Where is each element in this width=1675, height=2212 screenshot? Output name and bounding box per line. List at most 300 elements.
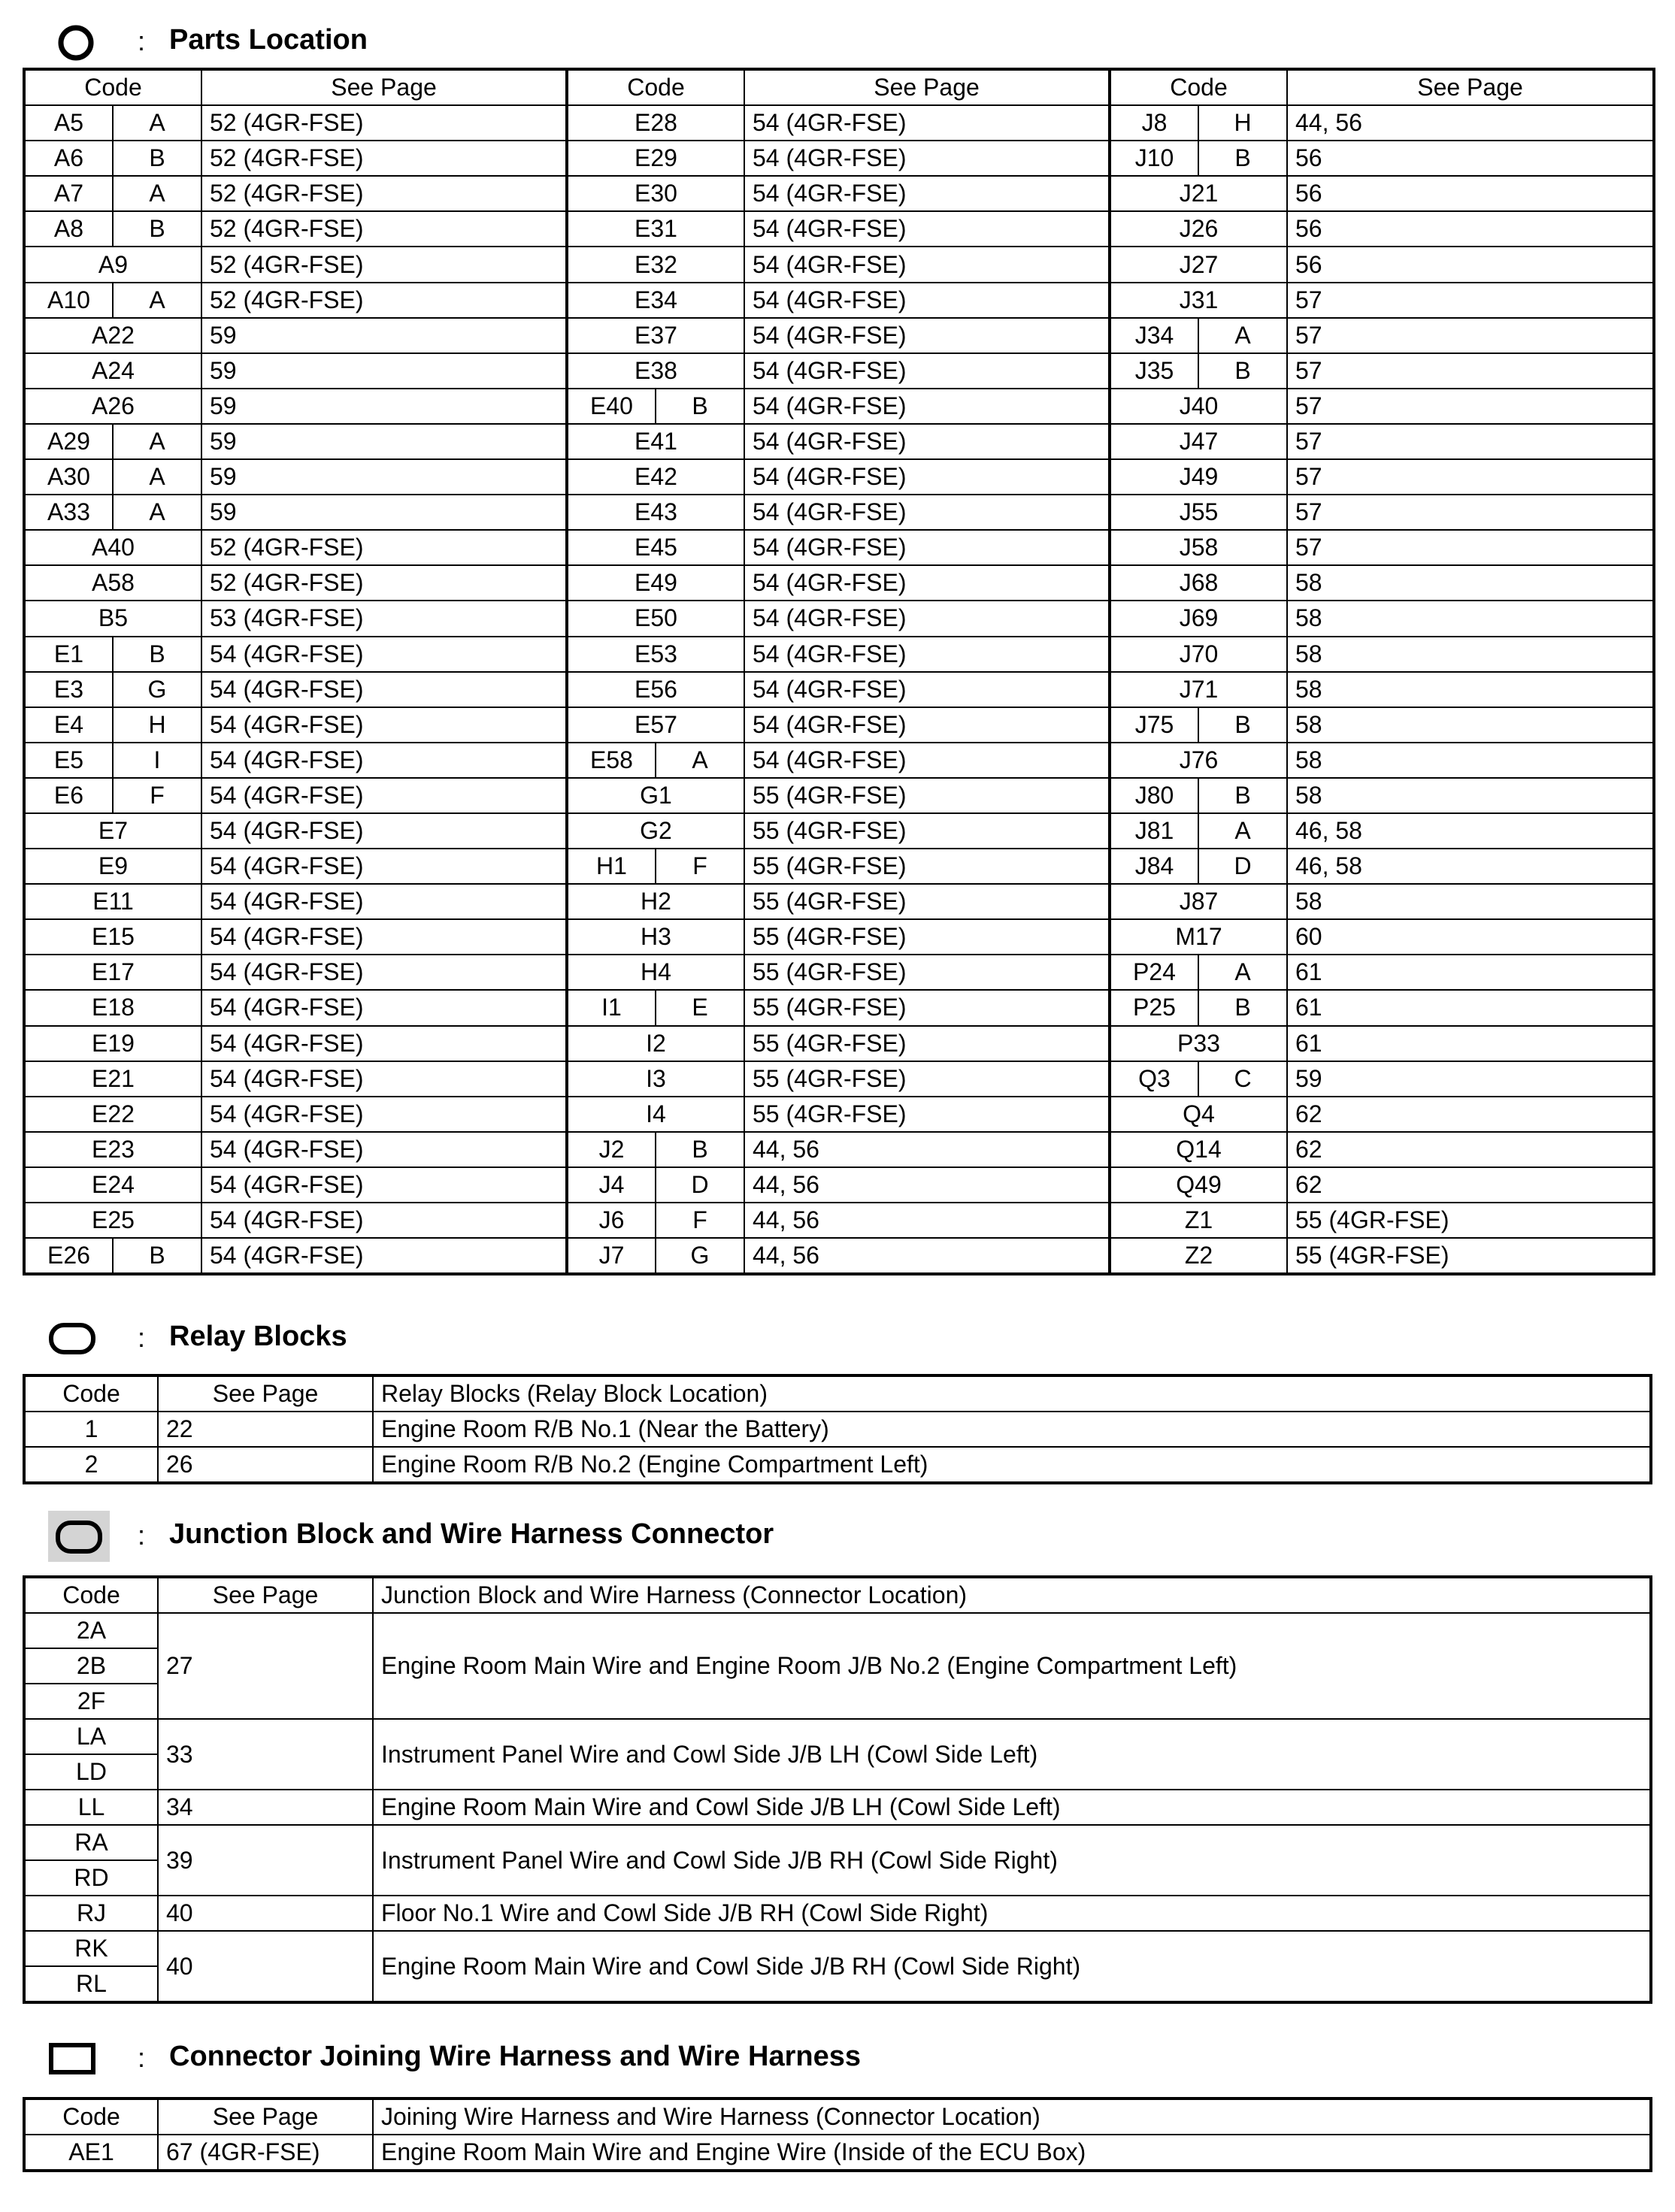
- code-cell: G2: [567, 813, 744, 849]
- connector-letter-cell: H: [1198, 105, 1287, 141]
- code-cell: E1: [24, 637, 113, 672]
- code-cell: E6: [24, 778, 113, 813]
- connector-letter-cell: B: [656, 389, 744, 424]
- page-cell: 58: [1287, 565, 1654, 601]
- col-header-location: Junction Block and Wire Harness (Connector Location): [373, 1577, 1651, 1613]
- code-cell: A33: [24, 495, 113, 530]
- code-cell: J69: [1110, 601, 1287, 636]
- connector-letter-cell: B: [656, 1132, 744, 1167]
- page-cell: 44, 56: [744, 1203, 1110, 1238]
- page-cell: 54 (4GR-FSE): [201, 1061, 567, 1097]
- rounded-rect-icon: [48, 1322, 96, 1355]
- code-cell: H4: [567, 955, 744, 990]
- code-cell: E15: [24, 919, 201, 955]
- page-cell: 44, 56: [1287, 105, 1654, 141]
- page-cell: 54 (4GR-FSE): [201, 1238, 567, 1274]
- page-cell: 55 (4GR-FSE): [744, 849, 1110, 884]
- page-cell: 54 (4GR-FSE): [744, 176, 1110, 211]
- page-cell: 54 (4GR-FSE): [744, 707, 1110, 743]
- code-cell: E37: [567, 318, 744, 353]
- code-cell: LA: [24, 1719, 158, 1754]
- code-cell: I2: [567, 1026, 744, 1061]
- code-cell: RD: [24, 1860, 158, 1896]
- table-row: [24, 565, 1654, 601]
- code-cell: J76: [1110, 743, 1287, 778]
- page-cell: 54 (4GR-FSE): [744, 105, 1110, 141]
- code-cell: J71: [1110, 672, 1287, 707]
- code-cell: J21: [1110, 176, 1287, 211]
- page-cell: 54 (4GR-FSE): [201, 813, 567, 849]
- table-row: [24, 424, 1654, 459]
- page-cell: 44, 56: [744, 1238, 1110, 1274]
- code-cell: E21: [24, 1061, 201, 1097]
- connector-letter-cell: A: [113, 176, 201, 211]
- section-title: Relay Blocks: [169, 1321, 347, 1352]
- table-row: [24, 849, 1654, 884]
- connector-letter-cell: A: [1198, 318, 1287, 353]
- page-cell: 44, 56: [744, 1167, 1110, 1203]
- code-cell: RJ: [24, 1896, 158, 1931]
- code-cell: J58: [1110, 530, 1287, 565]
- code-cell: RA: [24, 1825, 158, 1860]
- page-cell: 57: [1287, 389, 1654, 424]
- page-cell: 53 (4GR-FSE): [201, 601, 567, 636]
- code-cell: A26: [24, 389, 201, 424]
- connector-letter-cell: G: [656, 1238, 744, 1274]
- connector-letter-cell: A: [656, 743, 744, 778]
- parts-location-table: [23, 68, 1655, 1275]
- code-cell: J47: [1110, 424, 1287, 459]
- code-cell: J31: [1110, 283, 1287, 318]
- table-row: [24, 459, 1654, 495]
- table-row: [24, 1896, 1651, 1931]
- code-cell: E42: [567, 459, 744, 495]
- location-cell: Engine Room R/B No.1 (Near the Battery): [373, 1412, 1651, 1447]
- code-cell: E19: [24, 1026, 201, 1061]
- code-cell: E43: [567, 495, 744, 530]
- page-cell: 52 (4GR-FSE): [201, 530, 567, 565]
- page-cell: 57: [1287, 424, 1654, 459]
- code-cell: J70: [1110, 637, 1287, 672]
- code-cell: 2: [24, 1447, 158, 1483]
- page-cell: 54 (4GR-FSE): [744, 601, 1110, 636]
- page-cell: 60: [1287, 919, 1654, 955]
- code-cell: E32: [567, 247, 744, 282]
- connector-letter-cell: A: [113, 495, 201, 530]
- code-cell: A22: [24, 318, 201, 353]
- page-cell: 61: [1287, 1026, 1654, 1061]
- code-cell: E45: [567, 530, 744, 565]
- page-cell: 54 (4GR-FSE): [201, 849, 567, 884]
- connector-letter-cell: A: [1198, 813, 1287, 849]
- page-cell: 55 (4GR-FSE): [1287, 1238, 1654, 1274]
- connector-letter-cell: F: [113, 778, 201, 813]
- page-cell: 55 (4GR-FSE): [744, 778, 1110, 813]
- page-cell: 54 (4GR-FSE): [201, 707, 567, 743]
- code-cell: RK: [24, 1931, 158, 1966]
- code-cell: I3: [567, 1061, 744, 1097]
- location-cell: Engine Room Main Wire and Cowl Side J/B LH (Cowl Side Left): [373, 1790, 1651, 1825]
- code-cell: E4: [24, 707, 113, 743]
- connector-letter-cell: A: [113, 459, 201, 495]
- page-cell: 52 (4GR-FSE): [201, 247, 567, 282]
- code-cell: J40: [1110, 389, 1287, 424]
- table-row: [24, 105, 1654, 141]
- col-header-see-page: See Page: [1287, 69, 1654, 105]
- code-cell: B5: [24, 601, 201, 636]
- col-header-code: Code: [24, 2099, 158, 2135]
- table-row: [24, 1790, 1651, 1825]
- table-header-row: [24, 1375, 1651, 1412]
- code-cell: Z2: [1110, 1238, 1287, 1274]
- table-row: [24, 990, 1654, 1025]
- table-row: [24, 1097, 1654, 1132]
- code-cell: E31: [567, 211, 744, 247]
- section-title: Junction Block and Wire Harness Connector: [169, 1518, 774, 1550]
- code-cell: E25: [24, 1203, 201, 1238]
- code-cell: E53: [567, 637, 744, 672]
- page-cell: 54 (4GR-FSE): [201, 990, 567, 1025]
- page-cell: 54 (4GR-FSE): [201, 637, 567, 672]
- table-row: [24, 2135, 1651, 2171]
- page-cell: 59: [201, 353, 567, 389]
- page-cell: 57: [1287, 495, 1654, 530]
- page-cell: 59: [201, 459, 567, 495]
- page-cell: 54 (4GR-FSE): [201, 1203, 567, 1238]
- location-cell: Engine Room R/B No.2 (Engine Compartment Left): [373, 1447, 1651, 1483]
- page-cell: 56: [1287, 211, 1654, 247]
- code-cell: Z1: [1110, 1203, 1287, 1238]
- code-cell: P33: [1110, 1026, 1287, 1061]
- code-cell: E11: [24, 884, 201, 919]
- code-cell: A30: [24, 459, 113, 495]
- code-cell: P24: [1110, 955, 1198, 990]
- code-cell: A10: [24, 283, 113, 318]
- page-cell: 52 (4GR-FSE): [201, 211, 567, 247]
- table-row: [24, 1412, 1651, 1447]
- page-cell: 52 (4GR-FSE): [201, 283, 567, 318]
- page-cell: 61: [1287, 955, 1654, 990]
- table-row: [24, 1931, 1651, 1966]
- table-row: [24, 1719, 1651, 1754]
- code-cell: J7: [567, 1238, 656, 1274]
- page-cell: 54 (4GR-FSE): [201, 884, 567, 919]
- code-cell: E5: [24, 743, 113, 778]
- page-cell: 54 (4GR-FSE): [201, 1097, 567, 1132]
- square-icon: [48, 2042, 96, 2075]
- table-row: [24, 141, 1654, 176]
- code-cell: E24: [24, 1167, 201, 1203]
- col-header-code: Code: [24, 69, 201, 105]
- table-row: [24, 637, 1654, 672]
- connector-letter-cell: D: [1198, 849, 1287, 884]
- code-cell: AE1: [24, 2135, 158, 2171]
- code-cell: A9: [24, 247, 201, 282]
- page-cell: 34: [158, 1790, 373, 1825]
- col-header-code: Code: [1110, 69, 1287, 105]
- section-colon: :: [138, 26, 146, 56]
- page-cell: 57: [1287, 530, 1654, 565]
- col-header-see-page: See Page: [158, 1577, 373, 1613]
- page-cell: 54 (4GR-FSE): [201, 955, 567, 990]
- table-row: [24, 1132, 1654, 1167]
- code-cell: A8: [24, 211, 113, 247]
- connector-letter-cell: B: [1198, 990, 1287, 1025]
- page-cell: 54 (4GR-FSE): [744, 743, 1110, 778]
- page-cell: 54 (4GR-FSE): [201, 1167, 567, 1203]
- page-cell: 54 (4GR-FSE): [201, 1026, 567, 1061]
- code-cell: E41: [567, 424, 744, 459]
- page-cell: 54 (4GR-FSE): [744, 424, 1110, 459]
- page-cell: 58: [1287, 637, 1654, 672]
- code-cell: J68: [1110, 565, 1287, 601]
- connector-letter-cell: B: [113, 141, 201, 176]
- page-cell: 52 (4GR-FSE): [201, 141, 567, 176]
- connector-letter-cell: B: [1198, 353, 1287, 389]
- table-row: [24, 1167, 1654, 1203]
- page-cell: 27: [158, 1613, 373, 1719]
- page-cell: 54 (4GR-FSE): [744, 353, 1110, 389]
- code-cell: J81: [1110, 813, 1198, 849]
- code-cell: J55: [1110, 495, 1287, 530]
- relay-blocks-table: [23, 1374, 1652, 1484]
- code-cell: A40: [24, 530, 201, 565]
- circle-icon: [57, 24, 95, 62]
- code-cell: E49: [567, 565, 744, 601]
- table-row: [24, 884, 1654, 919]
- table-row: [24, 247, 1654, 282]
- page-cell: 54 (4GR-FSE): [744, 318, 1110, 353]
- code-cell: E38: [567, 353, 744, 389]
- page-cell: 59: [1287, 1061, 1654, 1097]
- section-title: Parts Location: [169, 24, 368, 56]
- code-cell: Q14: [1110, 1132, 1287, 1167]
- connector-letter-cell: B: [113, 211, 201, 247]
- code-cell: E56: [567, 672, 744, 707]
- code-cell: E9: [24, 849, 201, 884]
- page-cell: 54 (4GR-FSE): [744, 530, 1110, 565]
- connector-letter-cell: B: [1198, 778, 1287, 813]
- page-cell: 58: [1287, 743, 1654, 778]
- code-cell: J4: [567, 1167, 656, 1203]
- section-title: Connector Joining Wire Harness and Wire Harness: [169, 2041, 861, 2072]
- page-cell: 55 (4GR-FSE): [744, 813, 1110, 849]
- connector-letter-cell: A: [113, 283, 201, 318]
- code-cell: H1: [567, 849, 656, 884]
- table-row: [24, 389, 1654, 424]
- table-row: [24, 813, 1654, 849]
- section-colon: :: [138, 1520, 146, 1551]
- code-cell: E17: [24, 955, 201, 990]
- page-cell: 54 (4GR-FSE): [201, 743, 567, 778]
- table-row: [24, 495, 1654, 530]
- page-cell: 46, 58: [1287, 849, 1654, 884]
- page-cell: 54 (4GR-FSE): [744, 672, 1110, 707]
- col-header-see-page: See Page: [201, 69, 567, 105]
- table-row: [24, 211, 1654, 247]
- location-cell: Engine Room Main Wire and Engine Wire (Inside of the ECU Box): [373, 2135, 1651, 2171]
- code-cell: J80: [1110, 778, 1198, 813]
- table-row: [24, 707, 1654, 743]
- location-cell: Engine Room Main Wire and Engine Room J/B No.2 (Engine Compartment Left): [373, 1613, 1651, 1719]
- page-cell: 58: [1287, 601, 1654, 636]
- code-cell: E7: [24, 813, 201, 849]
- table-row: [24, 1238, 1654, 1274]
- page-cell: 55 (4GR-FSE): [744, 1097, 1110, 1132]
- code-cell: J27: [1110, 247, 1287, 282]
- code-cell: H3: [567, 919, 744, 955]
- table-row: [24, 601, 1654, 636]
- page-cell: 61: [1287, 990, 1654, 1025]
- code-cell: A7: [24, 176, 113, 211]
- connector-letter-cell: I: [113, 743, 201, 778]
- page-cell: 55 (4GR-FSE): [1287, 1203, 1654, 1238]
- code-cell: A29: [24, 424, 113, 459]
- page-cell: 56: [1287, 247, 1654, 282]
- code-cell: A24: [24, 353, 201, 389]
- page-cell: 55 (4GR-FSE): [744, 1061, 1110, 1097]
- page-cell: 54 (4GR-FSE): [744, 495, 1110, 530]
- page-cell: 40: [158, 1896, 373, 1931]
- section-colon: :: [138, 2042, 146, 2073]
- page-cell: 57: [1287, 459, 1654, 495]
- code-cell: J35: [1110, 353, 1198, 389]
- table-header-row: [24, 1577, 1651, 1613]
- page-cell: 54 (4GR-FSE): [201, 778, 567, 813]
- code-cell: LL: [24, 1790, 158, 1825]
- code-cell: 2A: [24, 1613, 158, 1648]
- code-cell: J2: [567, 1132, 656, 1167]
- table-row: [24, 743, 1654, 778]
- table-row: [24, 1061, 1654, 1097]
- code-cell: E58: [567, 743, 656, 778]
- page-cell: 52 (4GR-FSE): [201, 565, 567, 601]
- location-cell: Floor No.1 Wire and Cowl Side J/B RH (Cowl Side Right): [373, 1896, 1651, 1931]
- page-cell: 39: [158, 1825, 373, 1896]
- connector-letter-cell: B: [1198, 707, 1287, 743]
- code-cell: H2: [567, 884, 744, 919]
- page-cell: 57: [1287, 353, 1654, 389]
- code-cell: E34: [567, 283, 744, 318]
- code-cell: J26: [1110, 211, 1287, 247]
- code-cell: I4: [567, 1097, 744, 1132]
- code-cell: E50: [567, 601, 744, 636]
- page-cell: 55 (4GR-FSE): [744, 884, 1110, 919]
- table-row: [24, 1825, 1651, 1860]
- table-row: [24, 1447, 1651, 1483]
- code-cell: Q3: [1110, 1061, 1198, 1097]
- connector-letter-cell: B: [1198, 141, 1287, 176]
- col-header-location: Relay Blocks (Relay Block Location): [373, 1375, 1651, 1412]
- page-cell: 59: [201, 495, 567, 530]
- code-cell: G1: [567, 778, 744, 813]
- code-cell: J49: [1110, 459, 1287, 495]
- code-cell: E18: [24, 990, 201, 1025]
- table-row: [24, 1613, 1651, 1648]
- code-cell: A6: [24, 141, 113, 176]
- code-cell: E40: [567, 389, 656, 424]
- table-row: [24, 318, 1654, 353]
- code-cell: E26: [24, 1238, 113, 1274]
- code-cell: E3: [24, 672, 113, 707]
- connector-letter-cell: F: [656, 849, 744, 884]
- junction-block-table: [23, 1575, 1652, 2004]
- code-cell: A5: [24, 105, 113, 141]
- page-cell: 59: [201, 318, 567, 353]
- page-cell: 55 (4GR-FSE): [744, 1026, 1110, 1061]
- page-cell: 56: [1287, 176, 1654, 211]
- page-cell: 67 (4GR-FSE): [158, 2135, 373, 2171]
- table-header-row: [24, 2099, 1651, 2135]
- page-cell: 52 (4GR-FSE): [201, 105, 567, 141]
- code-cell: 2F: [24, 1684, 158, 1719]
- connector-letter-cell: C: [1198, 1061, 1287, 1097]
- page-cell: 54 (4GR-FSE): [744, 637, 1110, 672]
- code-cell: Q49: [1110, 1167, 1287, 1203]
- code-cell: E30: [567, 176, 744, 211]
- connector-letter-cell: B: [113, 637, 201, 672]
- page-cell: 59: [201, 424, 567, 459]
- page-cell: 54 (4GR-FSE): [744, 141, 1110, 176]
- col-header-code: Code: [567, 69, 744, 105]
- code-cell: P25: [1110, 990, 1198, 1025]
- connector-letter-cell: G: [113, 672, 201, 707]
- connector-letter-cell: A: [113, 424, 201, 459]
- code-cell: J75: [1110, 707, 1198, 743]
- page-cell: 54 (4GR-FSE): [744, 459, 1110, 495]
- code-cell: LD: [24, 1754, 158, 1790]
- connector-letter-cell: A: [113, 105, 201, 141]
- code-cell: 1: [24, 1412, 158, 1447]
- connector-letter-cell: F: [656, 1203, 744, 1238]
- page-cell: 62: [1287, 1132, 1654, 1167]
- col-header-code: Code: [24, 1577, 158, 1613]
- page-cell: 54 (4GR-FSE): [201, 672, 567, 707]
- rounded-rect-shaded-icon: [55, 1520, 103, 1554]
- code-cell: E29: [567, 141, 744, 176]
- page-cell: 22: [158, 1412, 373, 1447]
- code-cell: J84: [1110, 849, 1198, 884]
- connector-letter-cell: H: [113, 707, 201, 743]
- table-row: [24, 353, 1654, 389]
- page-cell: 52 (4GR-FSE): [201, 176, 567, 211]
- connector-letter-cell: A: [1198, 955, 1287, 990]
- page-cell: 58: [1287, 672, 1654, 707]
- page-cell: 33: [158, 1719, 373, 1790]
- col-header-location: Joining Wire Harness and Wire Harness (Connector Location): [373, 2099, 1651, 2135]
- table-row: [24, 176, 1654, 211]
- table-header-row: [24, 69, 1654, 105]
- code-cell: RL: [24, 1966, 158, 2002]
- connector-letter-cell: D: [656, 1167, 744, 1203]
- page-cell: 57: [1287, 283, 1654, 318]
- code-cell: E57: [567, 707, 744, 743]
- location-cell: Engine Room Main Wire and Cowl Side J/B RH (Cowl Side Right): [373, 1931, 1651, 2002]
- page-cell: 55 (4GR-FSE): [744, 990, 1110, 1025]
- section-colon: :: [138, 1322, 146, 1353]
- page-cell: 58: [1287, 884, 1654, 919]
- page-cell: 54 (4GR-FSE): [744, 565, 1110, 601]
- page-cell: 54 (4GR-FSE): [201, 1132, 567, 1167]
- page-cell: 57: [1287, 318, 1654, 353]
- page-cell: 62: [1287, 1097, 1654, 1132]
- table-row: [24, 1026, 1654, 1061]
- page-cell: 54 (4GR-FSE): [201, 919, 567, 955]
- code-cell: J34: [1110, 318, 1198, 353]
- page-cell: 46, 58: [1287, 813, 1654, 849]
- page-cell: 54 (4GR-FSE): [744, 283, 1110, 318]
- joining-connector-table: [23, 2097, 1652, 2172]
